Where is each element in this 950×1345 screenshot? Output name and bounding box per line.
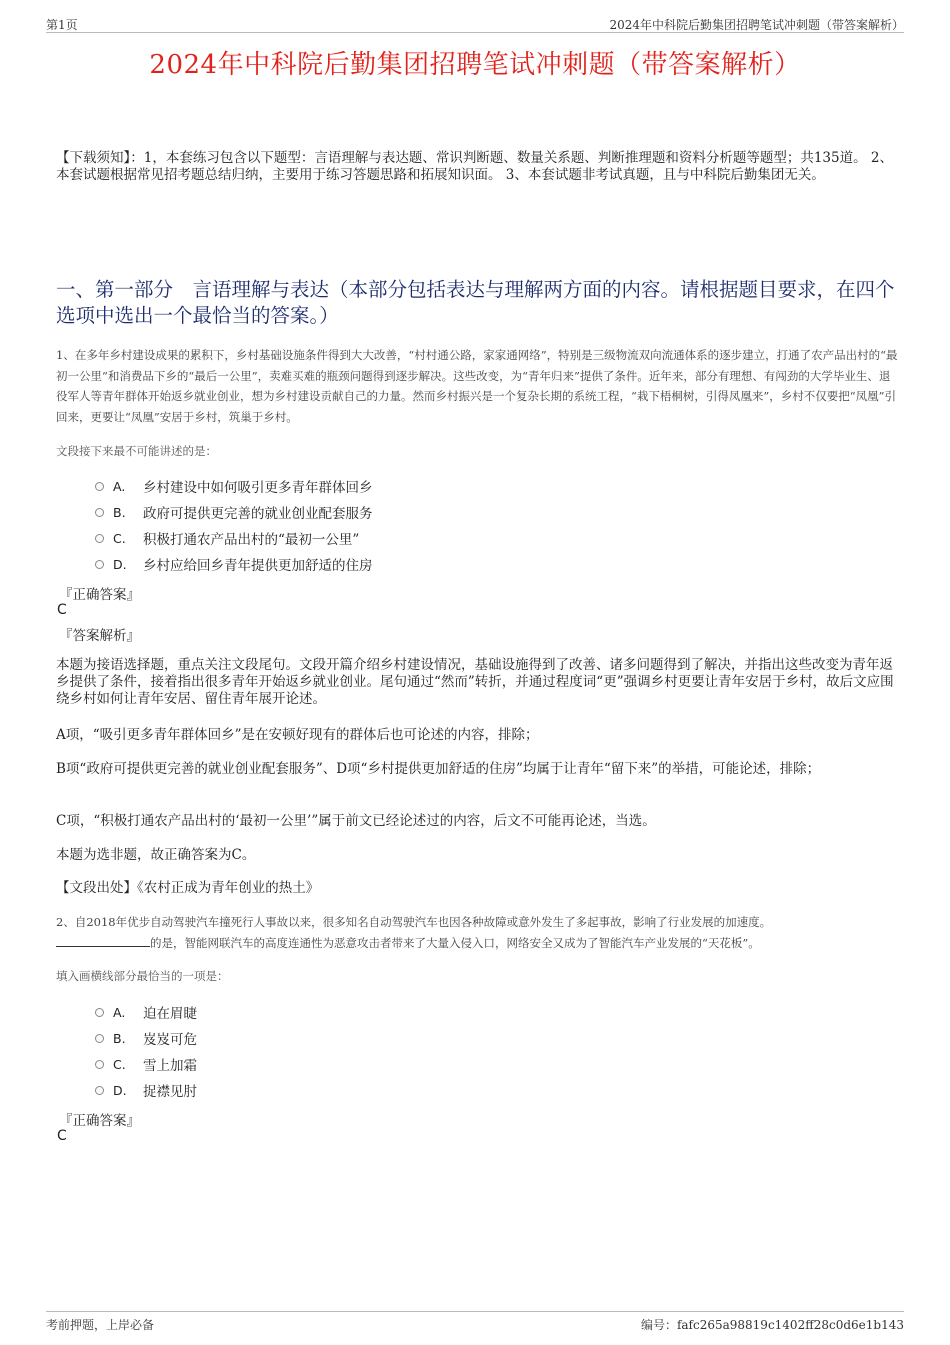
question-1-text: 1、在多年乡村建设成果的累积下，乡村基础设施条件得到大大改善，“村村通公路，家家通网络”，特别是三级物流双向流通体系的逐步建立，打通了农产品出村的“最初一公里”和消费品下乡的“最后一公里”，卖难买难的瓶颈问题得到逐步解决。这些改变，为“青年归来”提供了条件。近年来，部分有理想、有闯劲的大学毕业生、退役军人等青年群体开始返乡就业创业，想为乡村建设贡献自己的力量。然而乡村振兴是一个复杂长期的系统工程，“栽下梧桐树，引得凤凰来”，乡村不仅要把“凤凰”引回来，更要让“凤凰”安居于乡村，筑巢于乡村。: [56, 348, 898, 424]
option-key: C.: [113, 530, 126, 546]
option-text: 雪上加霜: [143, 1058, 197, 1074]
option-text: 捉襟见肘: [143, 1084, 197, 1100]
question-2-text-before: 2、自2018年优步自动驾驶汽车撞死行人事故以来，很多知名自动驾驶汽车也因各种故障或意外发生了多起事故，影响了行业发展的加速度。: [56, 915, 772, 929]
section-heading: 一、第一部分 言语理解与表达（本部分包括表达与理解两方面的内容。请根据题目要求，在四个选项中选出一个最恰当的答案。）: [56, 278, 895, 327]
analysis-label: 『答案解析』: [59, 628, 140, 644]
analysis-paragraph: A项，“吸引更多青年群体回乡”是在安顿好现有的群体后也可论述的内容，排除；: [56, 727, 539, 743]
page-number: 第1页: [46, 18, 78, 32]
option-key: D.: [113, 1082, 127, 1098]
answer-label: 『正确答案』: [59, 1113, 140, 1129]
option-text: 迫在眉睫: [143, 1006, 197, 1022]
fill-in-blank: [56, 934, 150, 947]
question-1-option-c[interactable]: [95, 528, 359, 548]
option-text: 乡村应给回乡青年提供更加舒适的住房: [143, 558, 373, 574]
radio-icon[interactable]: [95, 560, 104, 569]
option-text: 乡村建设中如何吸引更多青年群体回乡: [143, 480, 373, 496]
option-key: C.: [113, 1056, 126, 1072]
source-citation: 【文段出处】《农村正成为青年创业的热土》: [56, 880, 320, 896]
question-2-option-c[interactable]: [95, 1054, 197, 1074]
radio-icon[interactable]: [95, 1034, 104, 1043]
option-text: 政府可提供更完善的就业创业配套服务: [143, 506, 373, 522]
radio-icon[interactable]: [95, 482, 104, 491]
radio-icon[interactable]: [95, 508, 104, 517]
radio-icon[interactable]: [95, 1008, 104, 1017]
analysis-paragraph: 本题为接语选择题，重点关注文段尾句。文段开篇介绍乡村建设情况，基础设施得到了改善、诸多问题得到了解决，并指出这些改变为青年返乡提供了条件，接着指出很多青年开始返乡就业创业。尾句通过“然而”转折，并通过程度词“更”强调乡村更要让青年安居于乡村，故后文应围绕乡村如何让青年安居、留住青年展开论述。: [56, 657, 894, 707]
question-1-prompt: 文段接下来最不可能讲述的是：: [56, 444, 217, 458]
header-doc-title: 2024年中科院后勤集团招聘笔试冲刺题（带答案解析）: [609, 18, 904, 32]
analysis-paragraph: B项“政府可提供更完善的就业创业配套服务”、D项“乡村提供更加舒适的住房”均属于让青年“留下来”的举措，可能论述，排除；: [56, 761, 821, 777]
question-2-text: [56, 912, 898, 953]
document-id: 编号：fafc265a98819c1402ff28c0d6e1b143: [640, 1318, 904, 1332]
option-text: 岌岌可危: [143, 1032, 197, 1048]
question-2-option-a[interactable]: [95, 1002, 197, 1022]
answer-label: 『正确答案』: [59, 587, 140, 603]
footer-slogan: 考前押题，上岸必备: [46, 1318, 155, 1332]
option-key: D.: [113, 556, 127, 572]
question-2-text-after: 的是，智能网联汽车的高度连通性为恶意攻击者带来了大量入侵入口，网络安全又成为了智能汽车产业发展的“天花板”。: [150, 935, 760, 950]
download-notice: 【下载须知】：1，本套练习包含以下题型：言语理解与表达题、常识判断题、数量关系题、判断推理题和资料分析题等题型；共135道。 2、本套试题根据常见招考题总结归纳，主要用于练习答题思路和拓展知识面。 3、本套试题非考试真题，且与中科院后勤集团无关。: [56, 150, 893, 183]
analysis-paragraph: C项，“积极打通农产品出村的‘最初一公里’”属于前文已经论述过的内容，后文不可能再论述，当选。: [56, 813, 656, 829]
option-key: B.: [113, 1030, 126, 1046]
question-1-option-b[interactable]: [95, 502, 373, 522]
answer-value: C: [57, 602, 67, 618]
analysis-paragraph: 本题为选非题，故正确答案为C。: [56, 847, 256, 863]
radio-icon[interactable]: [95, 534, 104, 543]
question-1-option-d[interactable]: [95, 554, 373, 574]
page-title: 2024年中科院后勤集团招聘笔试冲刺题（带答案解析）: [149, 50, 801, 80]
radio-icon[interactable]: [95, 1060, 104, 1069]
question-2-prompt: 填入画横线部分最恰当的一项是：: [56, 969, 229, 983]
option-key: A.: [113, 478, 126, 494]
question-1-option-a[interactable]: [95, 476, 373, 496]
radio-icon[interactable]: [95, 1086, 104, 1095]
page-header: [46, 14, 904, 33]
question-2-option-b[interactable]: [95, 1028, 197, 1048]
page-footer: [46, 1311, 904, 1332]
answer-value: C: [57, 1128, 67, 1144]
option-text: 积极打通农产品出村的“最初一公里”: [143, 532, 360, 548]
option-key: A.: [113, 1004, 126, 1020]
option-key: B.: [113, 504, 126, 520]
question-2-option-d[interactable]: [95, 1080, 197, 1100]
